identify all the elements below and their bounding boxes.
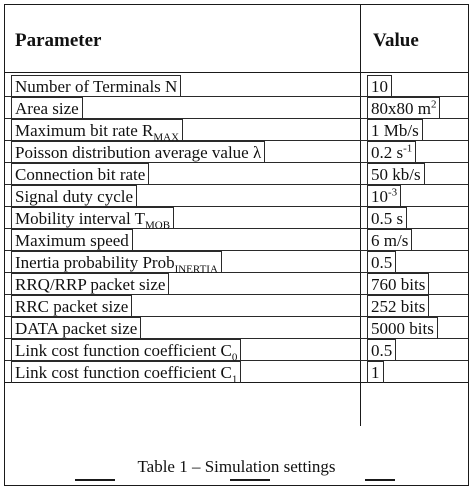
parameter-text: Maximum bit rate R (15, 121, 154, 140)
parameter-text: DATA packet size (15, 319, 138, 338)
table-frame (4, 4, 469, 486)
parameter-cell (11, 295, 132, 317)
parameter-text: RRQ/RRP packet size (15, 275, 166, 294)
table-row (5, 141, 468, 163)
value-column-header: Value (373, 30, 419, 51)
table-body (5, 75, 468, 386)
value-cell (367, 317, 438, 339)
table-row (5, 317, 468, 339)
value-cell (367, 251, 396, 273)
value-cell (367, 207, 407, 229)
value-cell (367, 97, 440, 119)
table-row (5, 207, 468, 232)
value-cell (367, 185, 401, 207)
value-text: 10 (371, 77, 388, 96)
value-cell (367, 75, 392, 97)
parameter-subscript: MOB (145, 219, 171, 232)
table-row (5, 295, 468, 317)
parameter-subscript: MAX (153, 131, 180, 144)
value-cell (367, 119, 423, 141)
parameter-cell (11, 339, 241, 364)
table-caption: Table 1 – Simulation settings (137, 457, 336, 476)
parameter-cell (11, 141, 265, 163)
parameter-cell (11, 361, 241, 386)
parameter-text: Poisson distribution average value λ (15, 143, 262, 162)
table-row (5, 361, 468, 386)
table-header (5, 5, 468, 73)
table-row (5, 97, 468, 119)
parameter-text: Link cost function coefficient C (15, 363, 232, 382)
table-row (5, 251, 468, 276)
parameter-subscript: 1 (231, 373, 238, 386)
bottom-rule-fragment (230, 479, 270, 481)
bottom-rule-fragment (75, 479, 115, 481)
value-cell (367, 141, 416, 163)
value-text: 0.5 (371, 341, 393, 360)
value-cell (367, 273, 429, 295)
value-cell (367, 229, 412, 251)
value-superscript: -3 (388, 186, 398, 199)
parameter-text: Mobility interval T (15, 209, 146, 228)
value-text: 252 bits (371, 297, 426, 316)
table-row (5, 339, 468, 364)
table-row (5, 119, 468, 144)
value-cell (367, 295, 429, 317)
parameter-text: Maximum speed (15, 231, 129, 250)
parameter-cell (11, 273, 169, 295)
parameter-text: Number of Terminals N (15, 77, 178, 96)
table-row (5, 185, 468, 207)
parameter-cell (11, 317, 141, 339)
value-text: 0.5 s (371, 209, 404, 228)
parameter-subscript: 0 (231, 351, 238, 364)
value-text: 1 (371, 363, 380, 382)
value-text: 6 m/s (371, 231, 409, 250)
parameter-cell (11, 229, 133, 251)
value-cell (367, 163, 425, 185)
value-text: 80x80 m (371, 99, 431, 118)
table-row (5, 229, 468, 251)
parameter-subscript: INERTIA (174, 263, 218, 276)
parameter-cell (11, 97, 83, 119)
value-text: 50 kb/s (371, 165, 421, 184)
value-text: 0.2 s (371, 143, 404, 162)
table-row (5, 75, 468, 97)
value-text: 0.5 (371, 253, 393, 272)
parameter-text: Connection bit rate (15, 165, 146, 184)
parameter-text: Inertia probability Prob (15, 253, 175, 272)
parameter-cell (11, 163, 149, 185)
value-text: 10 (371, 187, 388, 206)
parameter-text: Area size (15, 99, 79, 118)
value-text: 5000 bits (371, 319, 434, 338)
table-row (5, 273, 468, 295)
value-cell (367, 361, 384, 383)
parameter-cell (11, 207, 174, 232)
parameter-cell (11, 251, 222, 276)
parameter-cell (11, 75, 181, 97)
parameter-text: RRC packet size (15, 297, 129, 316)
table-row (5, 163, 468, 185)
bottom-rule-fragment (365, 479, 395, 481)
parameter-cell (11, 185, 137, 207)
parameter-column-header: Parameter (15, 30, 102, 51)
parameter-text: Link cost function coefficient C (15, 341, 232, 360)
parameter-cell (11, 119, 183, 144)
value-text: 1 Mb/s (371, 121, 419, 140)
value-text: 760 bits (371, 275, 426, 294)
parameter-text: Signal duty cycle (15, 187, 134, 206)
value-superscript: -1 (403, 142, 413, 155)
value-cell (367, 339, 396, 361)
value-superscript: 2 (430, 98, 437, 111)
